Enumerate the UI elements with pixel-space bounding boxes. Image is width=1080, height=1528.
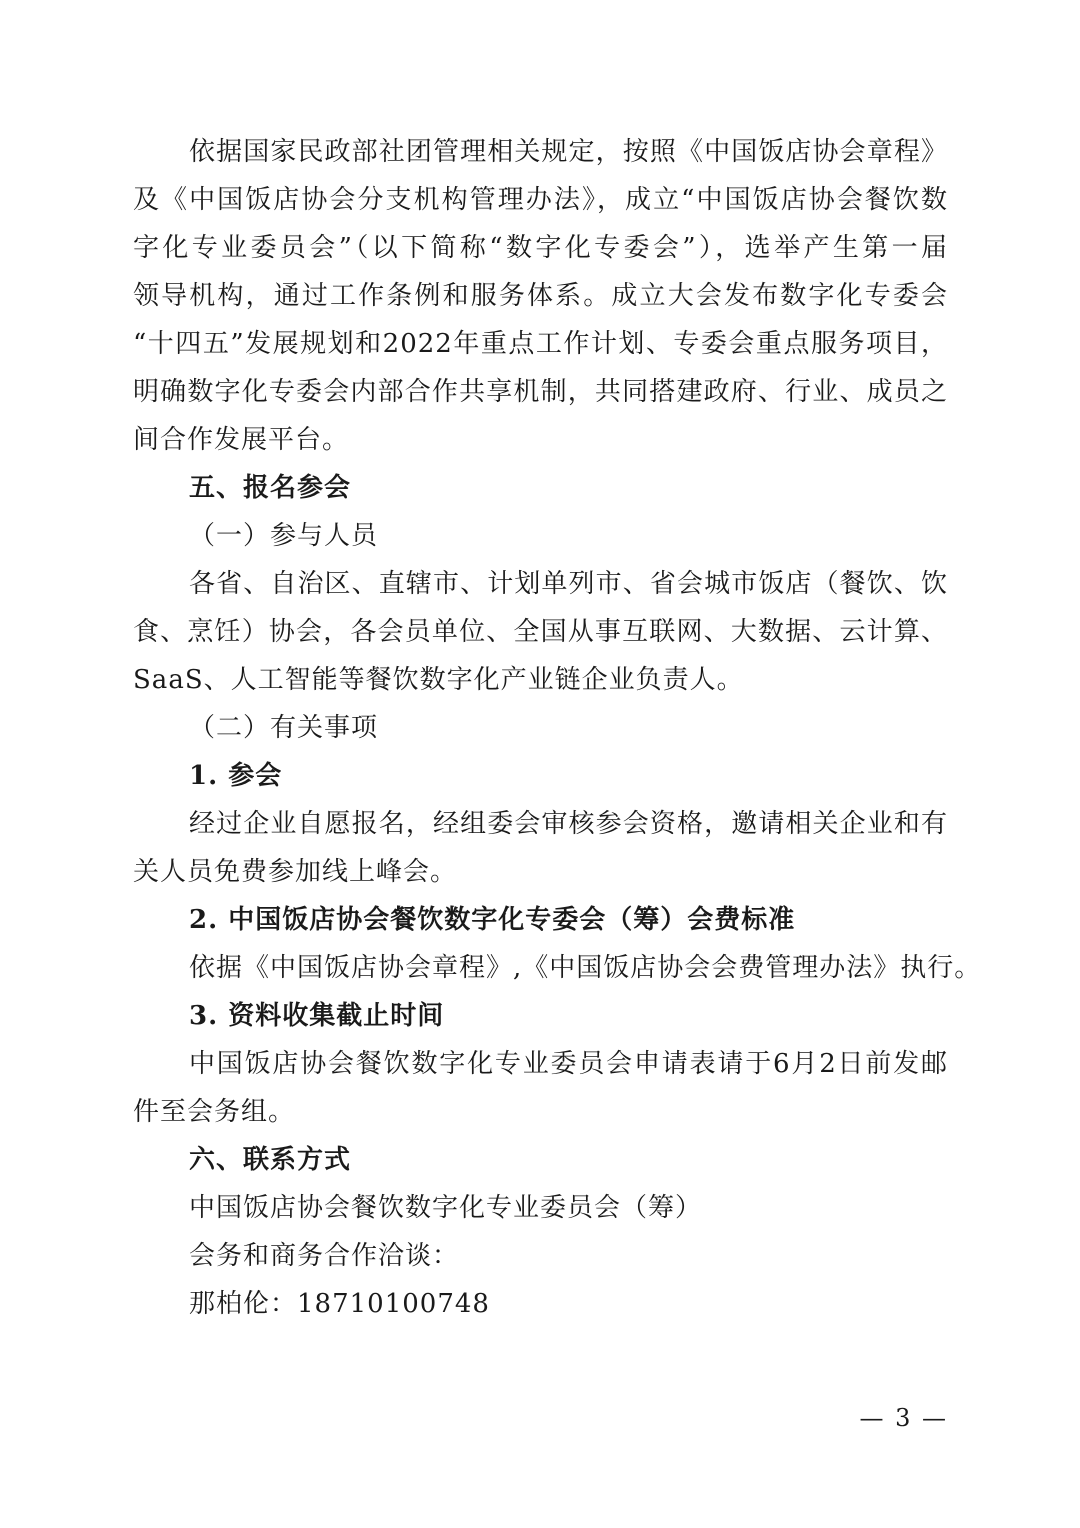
intro-line-1: 依据国家民政部社团管理相关规定，按照《中国饭店协会章程》 [189, 137, 948, 167]
item-1-heading: 1. 参会 [189, 761, 283, 791]
section-five-heading: 五、报名参会 [189, 473, 352, 503]
contact-organization: 中国饭店协会餐饮数字化专业委员会（筹） [189, 1193, 703, 1223]
item-1-line-1: 经过企业自愿报名，经组委会审核参会资格，邀请相关企业和有 [189, 809, 948, 839]
item-2-text: 依据《中国饭店协会章程》,《中国饭店协会会费管理办法》执行。 [189, 953, 982, 983]
contact-person: 那柏伦：18710100748 [189, 1289, 490, 1319]
intro-line-5: “十四五”发展规划和2022年重点工作计划、专委会重点服务项目， [133, 329, 948, 359]
matters-heading: （二）有关事项 [189, 713, 379, 743]
document-page [133, 128, 982, 1328]
item-3-line-1: 中国饭店协会餐饮数字化专业委员会申请表请于6月2日前发邮 [189, 1049, 948, 1079]
participants-heading: （一）参与人员 [189, 521, 379, 551]
section-six-heading: 六、联系方式 [189, 1145, 352, 1175]
item-3-line-2: 件至会务组。 [133, 1097, 296, 1127]
intro-line-3: 字化专业委员会”（以下简称“数字化专委会”），选举产生第一届 [133, 233, 948, 263]
participants-line-1: 各省、自治区、直辖市、计划单列市、省会城市饭店（餐饮、饮 [189, 569, 948, 599]
item-1-line-2: 关人员免费参加线上峰会。 [133, 857, 458, 887]
intro-line-2: 及《中国饭店协会分支机构管理办法》，成立“中国饭店协会餐饮数 [133, 185, 948, 215]
page-number: — 3 — [859, 1404, 948, 1432]
item-2-heading: 2. 中国饭店协会餐饮数字化专委会（筹）会费标准 [189, 905, 796, 935]
item-3-heading: 3. 资料收集截止时间 [189, 1001, 445, 1031]
intro-line-7: 间合作发展平台。 [133, 425, 350, 455]
participants-line-3: SaaS、人工智能等餐饮数字化产业链企业负责人。 [133, 665, 744, 695]
participants-line-2: 食、烹饪）协会，各会员单位、全国从事互联网、大数据、云计算、 [133, 617, 948, 647]
contact-label: 会务和商务合作洽谈： [189, 1241, 460, 1271]
intro-line-4: 领导机构，通过工作条例和服务体系。成立大会发布数字化专委会 [133, 281, 948, 311]
intro-line-6: 明确数字化专委会内部合作共享机制，共同搭建政府、行业、成员之 [133, 377, 948, 407]
